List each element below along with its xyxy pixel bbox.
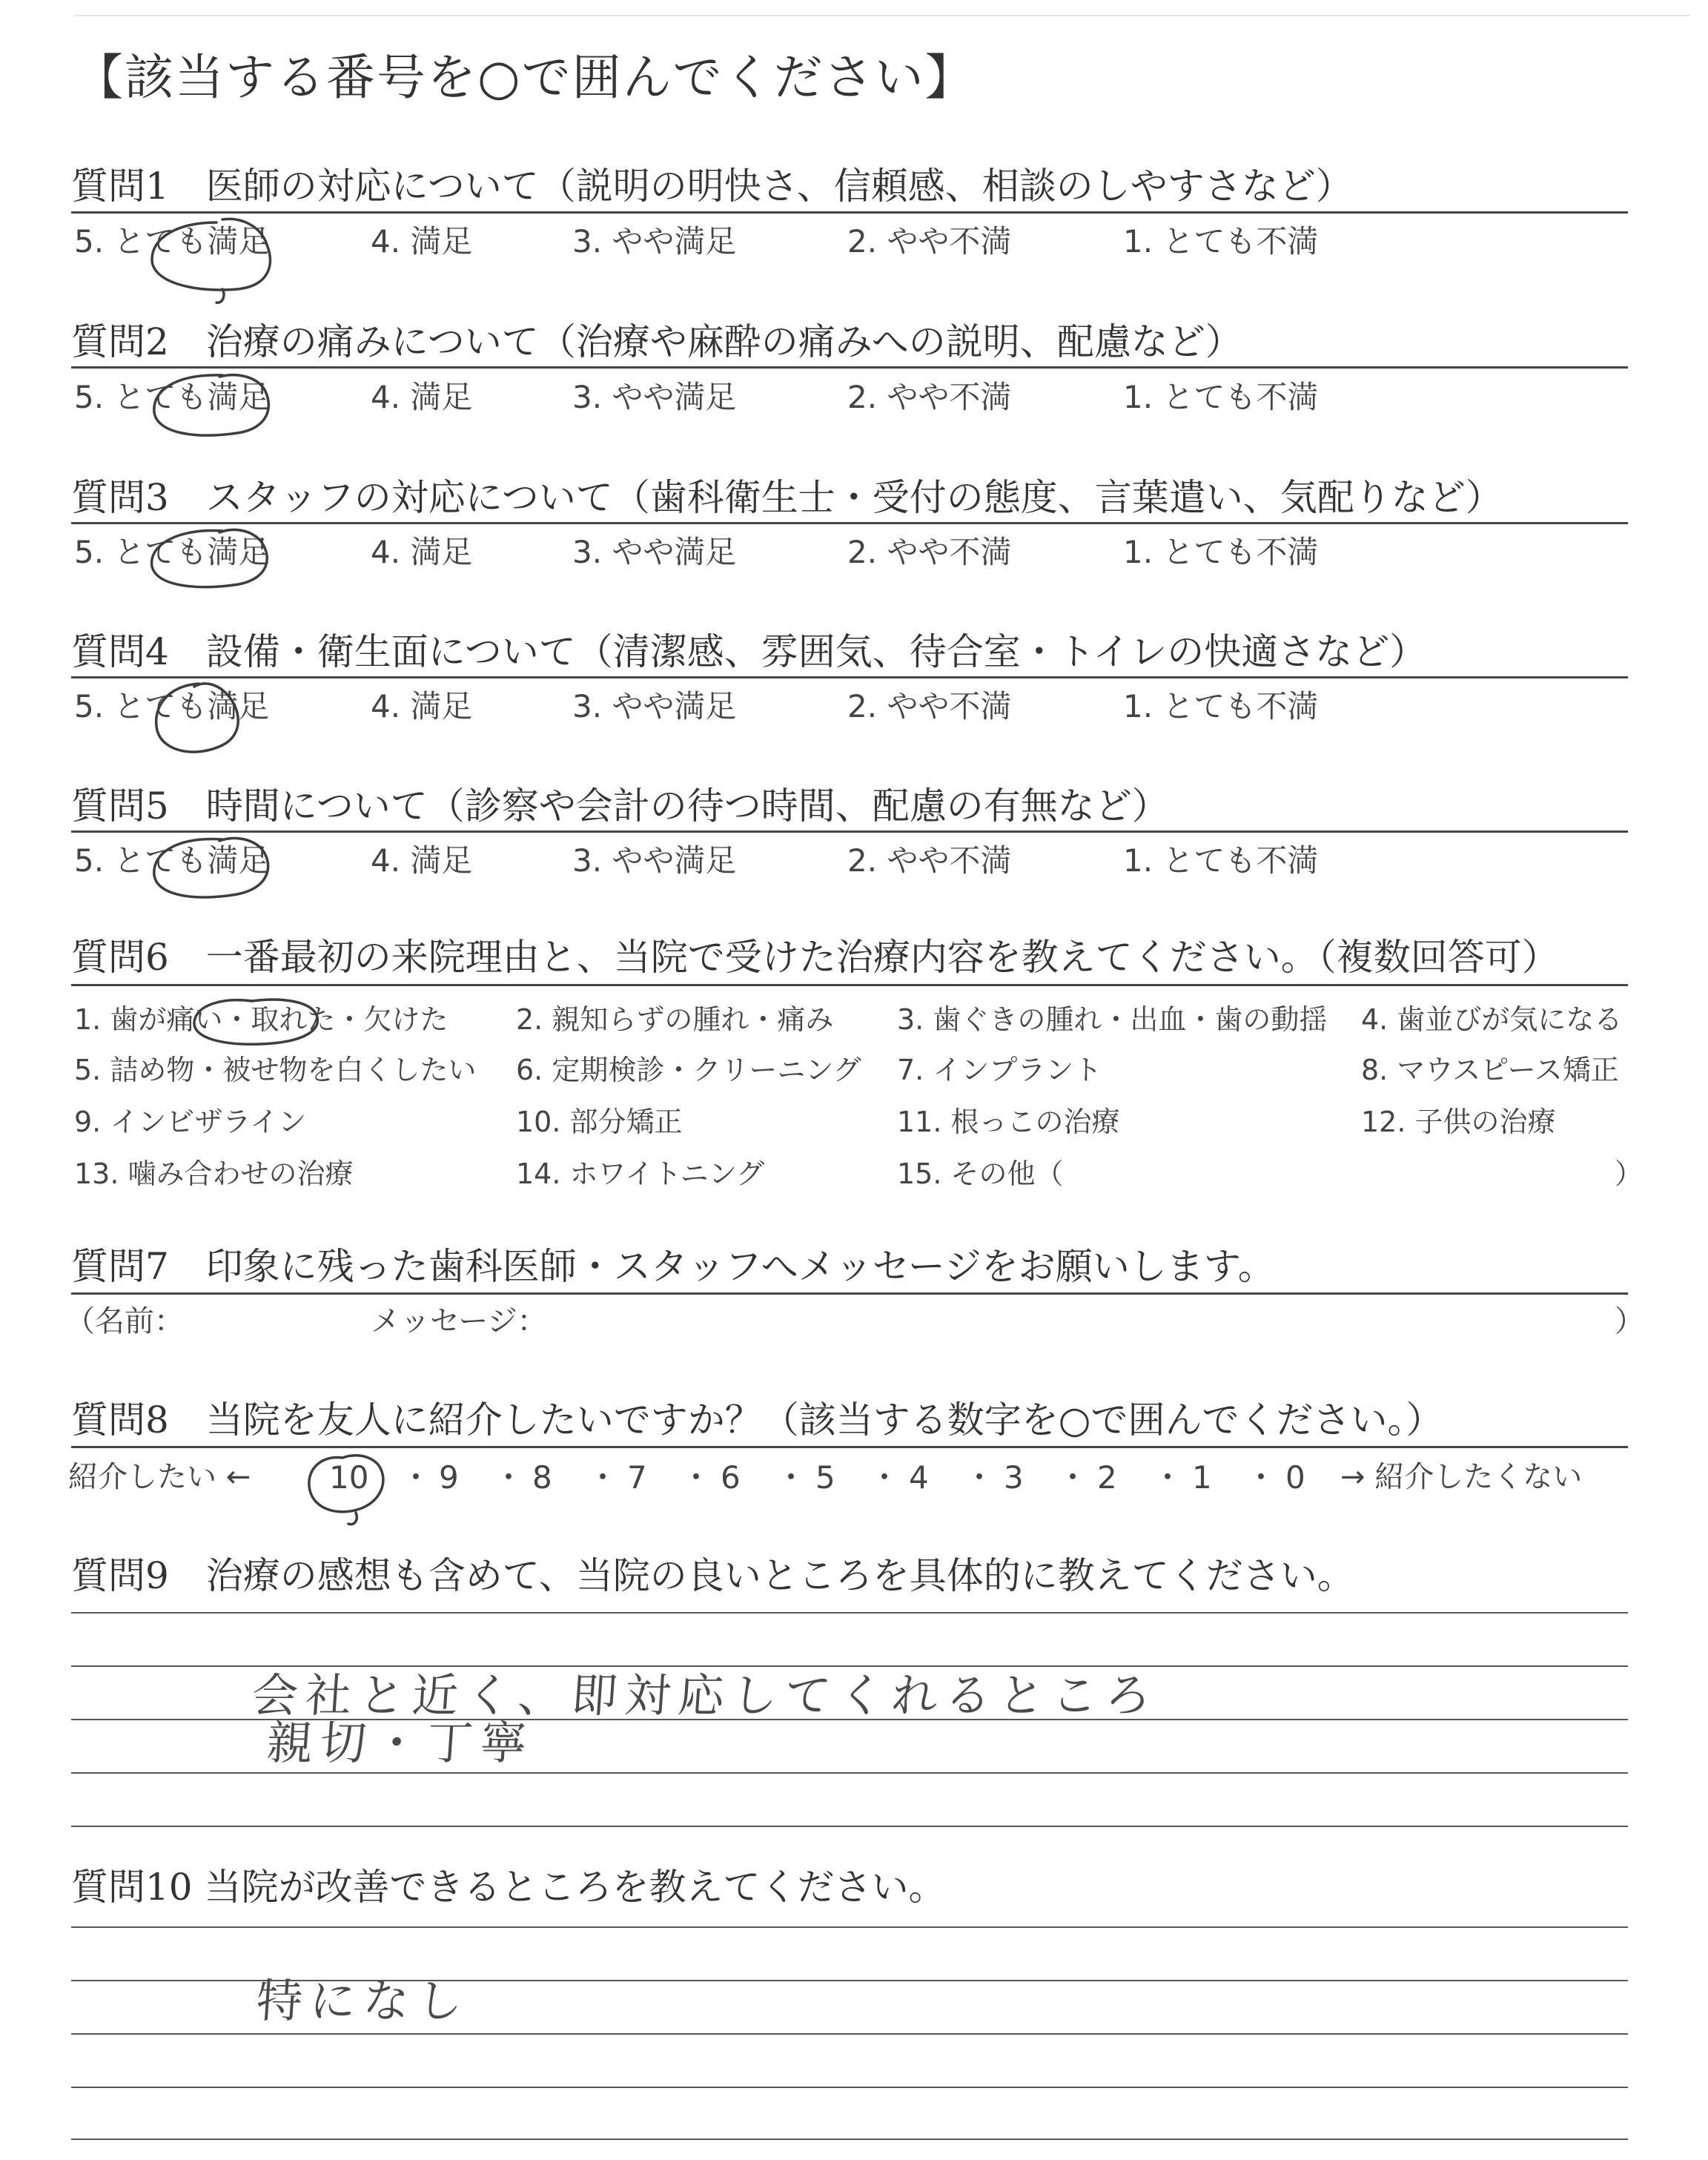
q5-option-5[interactable]: 5. とても満足	[74, 842, 270, 879]
question-4: 質問4 設備・衛生面について（清潔感、雰囲気、待合室・トイレの快適さなど）	[71, 630, 1427, 673]
q9-answer-line-5	[71, 1826, 1628, 1827]
q5-option-4[interactable]: 4. 満足	[371, 842, 473, 879]
q7-close: ）	[1615, 1304, 1644, 1338]
q8-scale-separator: ・	[400, 1459, 432, 1496]
q2-option-4[interactable]: 4. 満足	[371, 379, 473, 415]
q9-answer-line-2	[71, 1665, 1628, 1667]
q3-option-4[interactable]: 4. 満足	[371, 534, 473, 570]
q6-option-11[interactable]: 11. 根っこの治療	[897, 1106, 1120, 1138]
q1-option-2[interactable]: 2. やや不満	[847, 223, 1012, 260]
q4-option-1[interactable]: 1. とても不満	[1123, 688, 1319, 724]
question-6-rule	[71, 984, 1628, 986]
q5-option-2[interactable]: 2. やや不満	[847, 842, 1012, 879]
q6-option-13[interactable]: 13. 噛み合わせの治療	[74, 1157, 354, 1190]
q8-score-9[interactable]: 9	[439, 1459, 459, 1496]
q10-answer-line-5	[71, 2138, 1628, 2140]
q8-right-label: → 紹介したくない	[1340, 1460, 1583, 1494]
q8-scale-separator: ・	[1245, 1459, 1277, 1496]
q1-option-3[interactable]: 3. やや満足	[572, 223, 737, 260]
q7-name-label: （名前：	[65, 1304, 184, 1338]
q6-option-7[interactable]: 7. インプラント	[897, 1054, 1102, 1086]
top-border	[74, 15, 1690, 16]
q3-option-1[interactable]: 1. とても不満	[1123, 534, 1319, 570]
form-instruction: 【該当する番号を○で囲んでください】	[74, 49, 976, 106]
question-2-rule	[71, 366, 1628, 369]
q6-option-1[interactable]: 1. 歯が痛い・取れた・欠けた	[74, 1003, 448, 1036]
q8-score-0[interactable]: 0	[1285, 1459, 1305, 1496]
q8-score-2[interactable]: 2	[1097, 1459, 1117, 1496]
q8-score-10[interactable]: 10	[329, 1459, 369, 1496]
q6-option-14[interactable]: 14. ホワイトニング	[516, 1157, 765, 1190]
question-3-rule	[71, 522, 1628, 524]
q9-handwritten-answer-2: 親切・丁寧	[265, 1716, 536, 1770]
q8-scale-separator: ・	[681, 1459, 712, 1496]
q8-scale-separator: ・	[964, 1459, 996, 1496]
q6-option-3[interactable]: 3. 歯ぐきの腫れ・出血・歯の動揺	[897, 1003, 1328, 1036]
question-10: 質問10 当院が改善できるところを教えてください。	[71, 1866, 946, 1909]
q10-handwritten-answer: 特になし	[254, 1974, 472, 2028]
q4-option-2[interactable]: 2. やや不満	[847, 688, 1012, 724]
q3-option-3[interactable]: 3. やや満足	[572, 534, 737, 570]
q8-score-3[interactable]: 3	[1004, 1459, 1024, 1496]
question-8-rule	[71, 1446, 1628, 1448]
question-5-rule	[71, 830, 1628, 833]
q2-option-5[interactable]: 5. とても満足	[74, 379, 270, 415]
q9-answer-line-4	[71, 1772, 1628, 1774]
q2-option-2[interactable]: 2. やや不満	[847, 379, 1012, 415]
q7-message-label: メッセージ：	[371, 1304, 547, 1338]
q6-option-6[interactable]: 6. 定期検診・クリーニング	[516, 1054, 861, 1086]
question-3: 質問3 スタッフの対応について（歯科衛生士・受付の態度、言葉遣い、気配りなど）	[71, 476, 1503, 519]
q1-option-1[interactable]: 1. とても不満	[1123, 223, 1319, 260]
q10-answer-line-3	[71, 2033, 1628, 2035]
question-1: 質問1 医師の対応について（説明の明快さ、信頼感、相談のしやすさなど）	[71, 165, 1353, 208]
q8-scale-separator: ・	[1152, 1459, 1184, 1496]
question-8: 質問8 当院を友人に紹介したいですか？（該当する数字を○で囲んでください。）	[71, 1398, 1443, 1441]
q6-option-9[interactable]: 9. インビザライン	[74, 1106, 307, 1138]
q8-scale-separator: ・	[587, 1459, 619, 1496]
q8-score-6[interactable]: 6	[721, 1459, 741, 1496]
q8-left-label: 紹介したい ←	[68, 1460, 251, 1494]
question-4-rule	[71, 676, 1628, 678]
q6-option-12[interactable]: 12. 子供の治療	[1361, 1106, 1556, 1138]
q8-score-5[interactable]: 5	[815, 1459, 835, 1496]
q6-option-5[interactable]: 5. 詰め物・被せ物を白くしたい	[74, 1054, 477, 1086]
q4-option-4[interactable]: 4. 満足	[371, 688, 473, 724]
q6-option-8[interactable]: 8. マウスピース矯正	[1361, 1054, 1619, 1086]
q1-option-4[interactable]: 4. 満足	[371, 223, 473, 260]
q9-answer-line-1	[71, 1612, 1628, 1614]
q2-option-3[interactable]: 3. やや満足	[572, 379, 737, 415]
q1-option-5[interactable]: 5. とても満足	[74, 223, 270, 260]
q8-score-4[interactable]: 4	[909, 1459, 929, 1496]
question-6: 質問6 一番最初の来院理由と、当院で受けた治療内容を教えてください。（複数回答可）	[71, 936, 1559, 979]
question-9: 質問9 治療の感想も含めて、当院の良いところを具体的に教えてください。	[71, 1554, 1354, 1597]
question-1-rule	[71, 211, 1628, 214]
question-7-rule	[71, 1292, 1628, 1295]
q8-score-7[interactable]: 7	[627, 1459, 647, 1496]
question-2: 質問2 治療の痛みについて（治療や麻酔の痛みへの説明、配慮など）	[71, 320, 1242, 363]
q8-score-8[interactable]: 8	[532, 1459, 552, 1496]
q8-scale-separator: ・	[1057, 1459, 1089, 1496]
q6-option-15[interactable]: 15. その他（	[897, 1157, 1064, 1190]
q6-option-10[interactable]: 10. 部分矯正	[516, 1106, 683, 1138]
q8-scale-separator: ・	[493, 1459, 525, 1496]
question-5: 質問5 時間について（診察や会計の待つ時間、配慮の有無など）	[71, 785, 1169, 828]
q6-option-15-close: ）	[1615, 1157, 1644, 1190]
q4-option-3[interactable]: 3. やや満足	[572, 688, 737, 724]
q9-handwritten-answer-1: 会社と近く、即対応してくれるところ	[250, 1668, 1161, 1723]
q8-score-1[interactable]: 1	[1192, 1459, 1212, 1496]
q4-option-5[interactable]: 5. とても満足	[74, 688, 270, 724]
q5-option-3[interactable]: 3. やや満足	[572, 842, 737, 879]
question-7: 質問7 印象に残った歯科医師・スタッフへメッセージをお願いします。	[71, 1245, 1275, 1288]
q10-answer-line-4	[71, 2087, 1628, 2088]
q10-answer-line-1	[71, 1926, 1628, 1928]
q6-option-2[interactable]: 2. 親知らずの腫れ・痛み	[516, 1003, 834, 1036]
q8-scale-separator: ・	[869, 1459, 901, 1496]
q3-option-5[interactable]: 5. とても満足	[74, 534, 270, 570]
q3-option-2[interactable]: 2. やや不満	[847, 534, 1012, 570]
q5-option-1[interactable]: 1. とても不満	[1123, 842, 1319, 879]
q6-option-4[interactable]: 4. 歯並びが気になる	[1361, 1003, 1623, 1036]
q8-scale-separator: ・	[775, 1459, 807, 1496]
q2-option-1[interactable]: 1. とても不満	[1123, 379, 1319, 415]
